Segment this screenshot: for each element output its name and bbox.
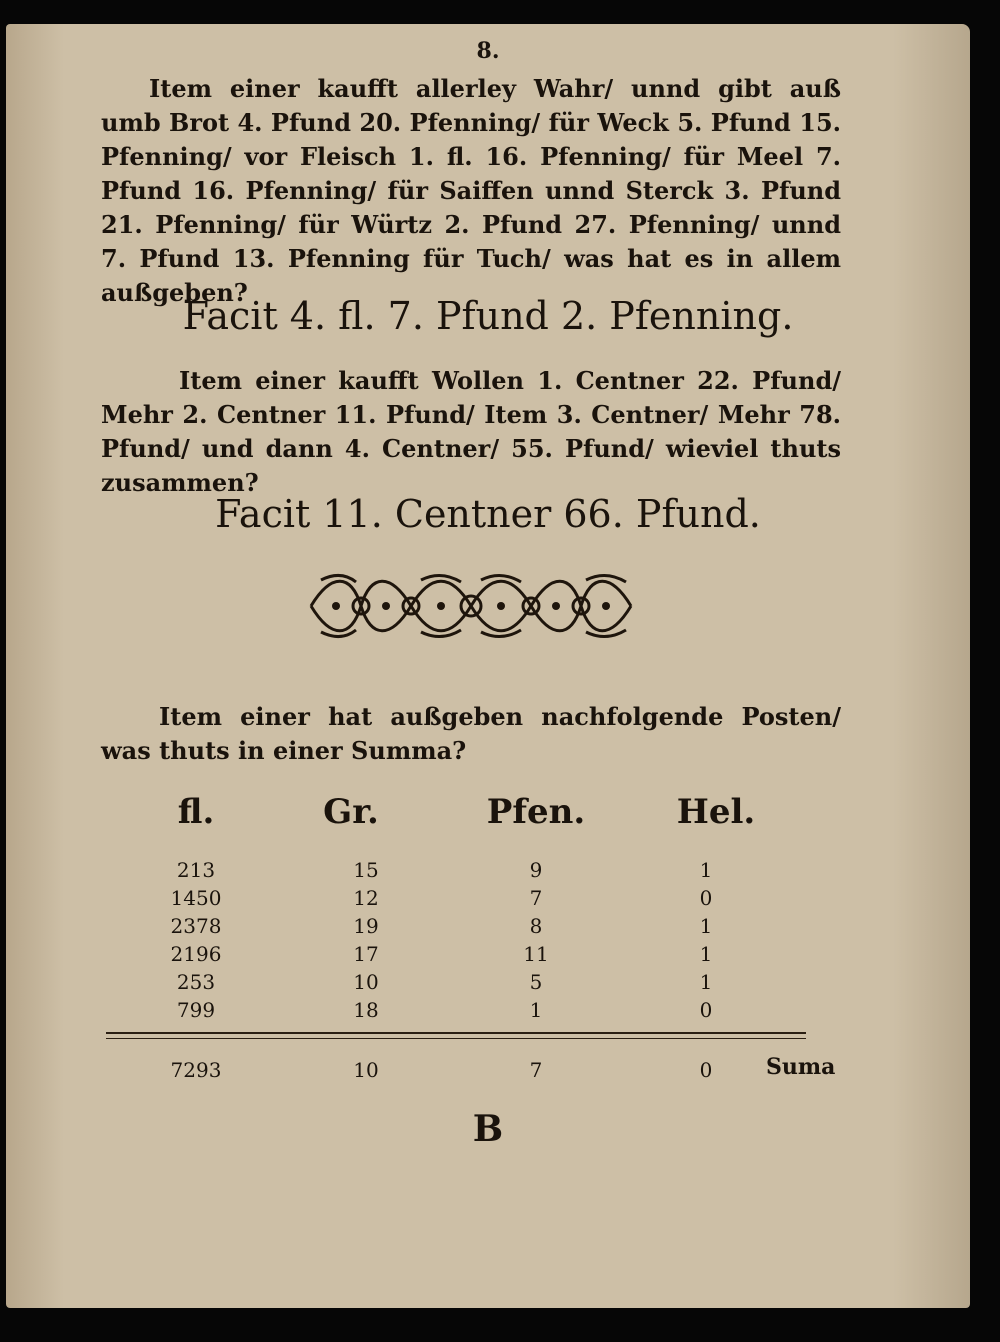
signature-mark: B	[472, 1108, 504, 1150]
cell-gr: 12	[353, 886, 379, 910]
cell-hel: 0	[699, 886, 713, 910]
cell-fl: 1450	[170, 886, 222, 910]
total-hel: 0	[699, 1058, 713, 1082]
facit-result-2: Facit 11. Centner 66. Pfund.	[215, 492, 761, 536]
cell-hel: 1	[699, 914, 713, 938]
page-number: 8.	[476, 38, 500, 64]
cell-pfen: 7	[529, 886, 543, 910]
cell-fl: 213	[176, 858, 216, 882]
cell-hel: 1	[699, 858, 713, 882]
cell-gr: 15	[353, 858, 379, 882]
cell-pfen: 1	[529, 998, 543, 1022]
book-page	[6, 24, 970, 1308]
cell-hel: 1	[699, 942, 713, 966]
header-fl: fl.	[177, 792, 215, 832]
cell-pfen: 8	[529, 914, 543, 938]
total-fl: 7293	[170, 1058, 222, 1082]
ornament-icon	[301, 568, 641, 644]
paragraph-wool: Item einer kaufft Wollen 1. Centner 22. Pfund/ Mehr 2. Centner 11. Pfund/ Item 3. Centner/ Mehr 78. Pfund/ und dann 4. Centner/ 55. Pfund/ wieviel thuts zusammen?	[101, 366, 841, 497]
cell-gr: 19	[353, 914, 379, 938]
header-hel: Hel.	[676, 792, 756, 832]
paragraph-summa: Item einer hat außgeben nachfolgende Posten/ was thuts in einer Summa?	[101, 702, 841, 765]
cell-gr: 10	[353, 970, 379, 994]
cell-pfen: 9	[529, 858, 543, 882]
cell-hel: 0	[699, 998, 713, 1022]
total-gr: 10	[353, 1058, 379, 1082]
cell-fl: 2196	[170, 942, 222, 966]
header-pfen: Pfen.	[486, 792, 586, 832]
cell-hel: 1	[699, 970, 713, 994]
paragraph-purchases: Item einer kaufft allerley Wahr/ unnd gibt auß umb Brot 4. Pfund 20. Pfenning/ für Weck 5. Pfund 15. Pfenning/ vor Fleisch 1. fl. 16. Pfenning/ für Meel 7. Pfund 16. Pfenning/ für Saiffen unnd Sterck 3. Pfund 21. Pfenning/ für Würtz 2. Pfund 27. Pfenning/ unnd 7. Pfund 13. Pfenning für Tuch/ was hat es in allem außgeben?	[101, 74, 841, 307]
cell-pfen: 5	[529, 970, 543, 994]
summa-label: Suma	[766, 1054, 836, 1080]
total-pfen: 7	[529, 1058, 543, 1082]
facit-result-1: Facit 4. fl. 7. Pfund 2. Pfenning.	[182, 294, 794, 338]
cell-gr: 17	[353, 942, 379, 966]
cell-fl: 799	[176, 998, 216, 1022]
cell-gr: 18	[353, 998, 379, 1022]
cell-fl: 253	[176, 970, 216, 994]
sum-rule	[106, 1032, 806, 1039]
cell-pfen: 11	[523, 942, 549, 966]
cell-fl: 2378	[170, 914, 222, 938]
header-gr: Gr.	[323, 792, 379, 832]
